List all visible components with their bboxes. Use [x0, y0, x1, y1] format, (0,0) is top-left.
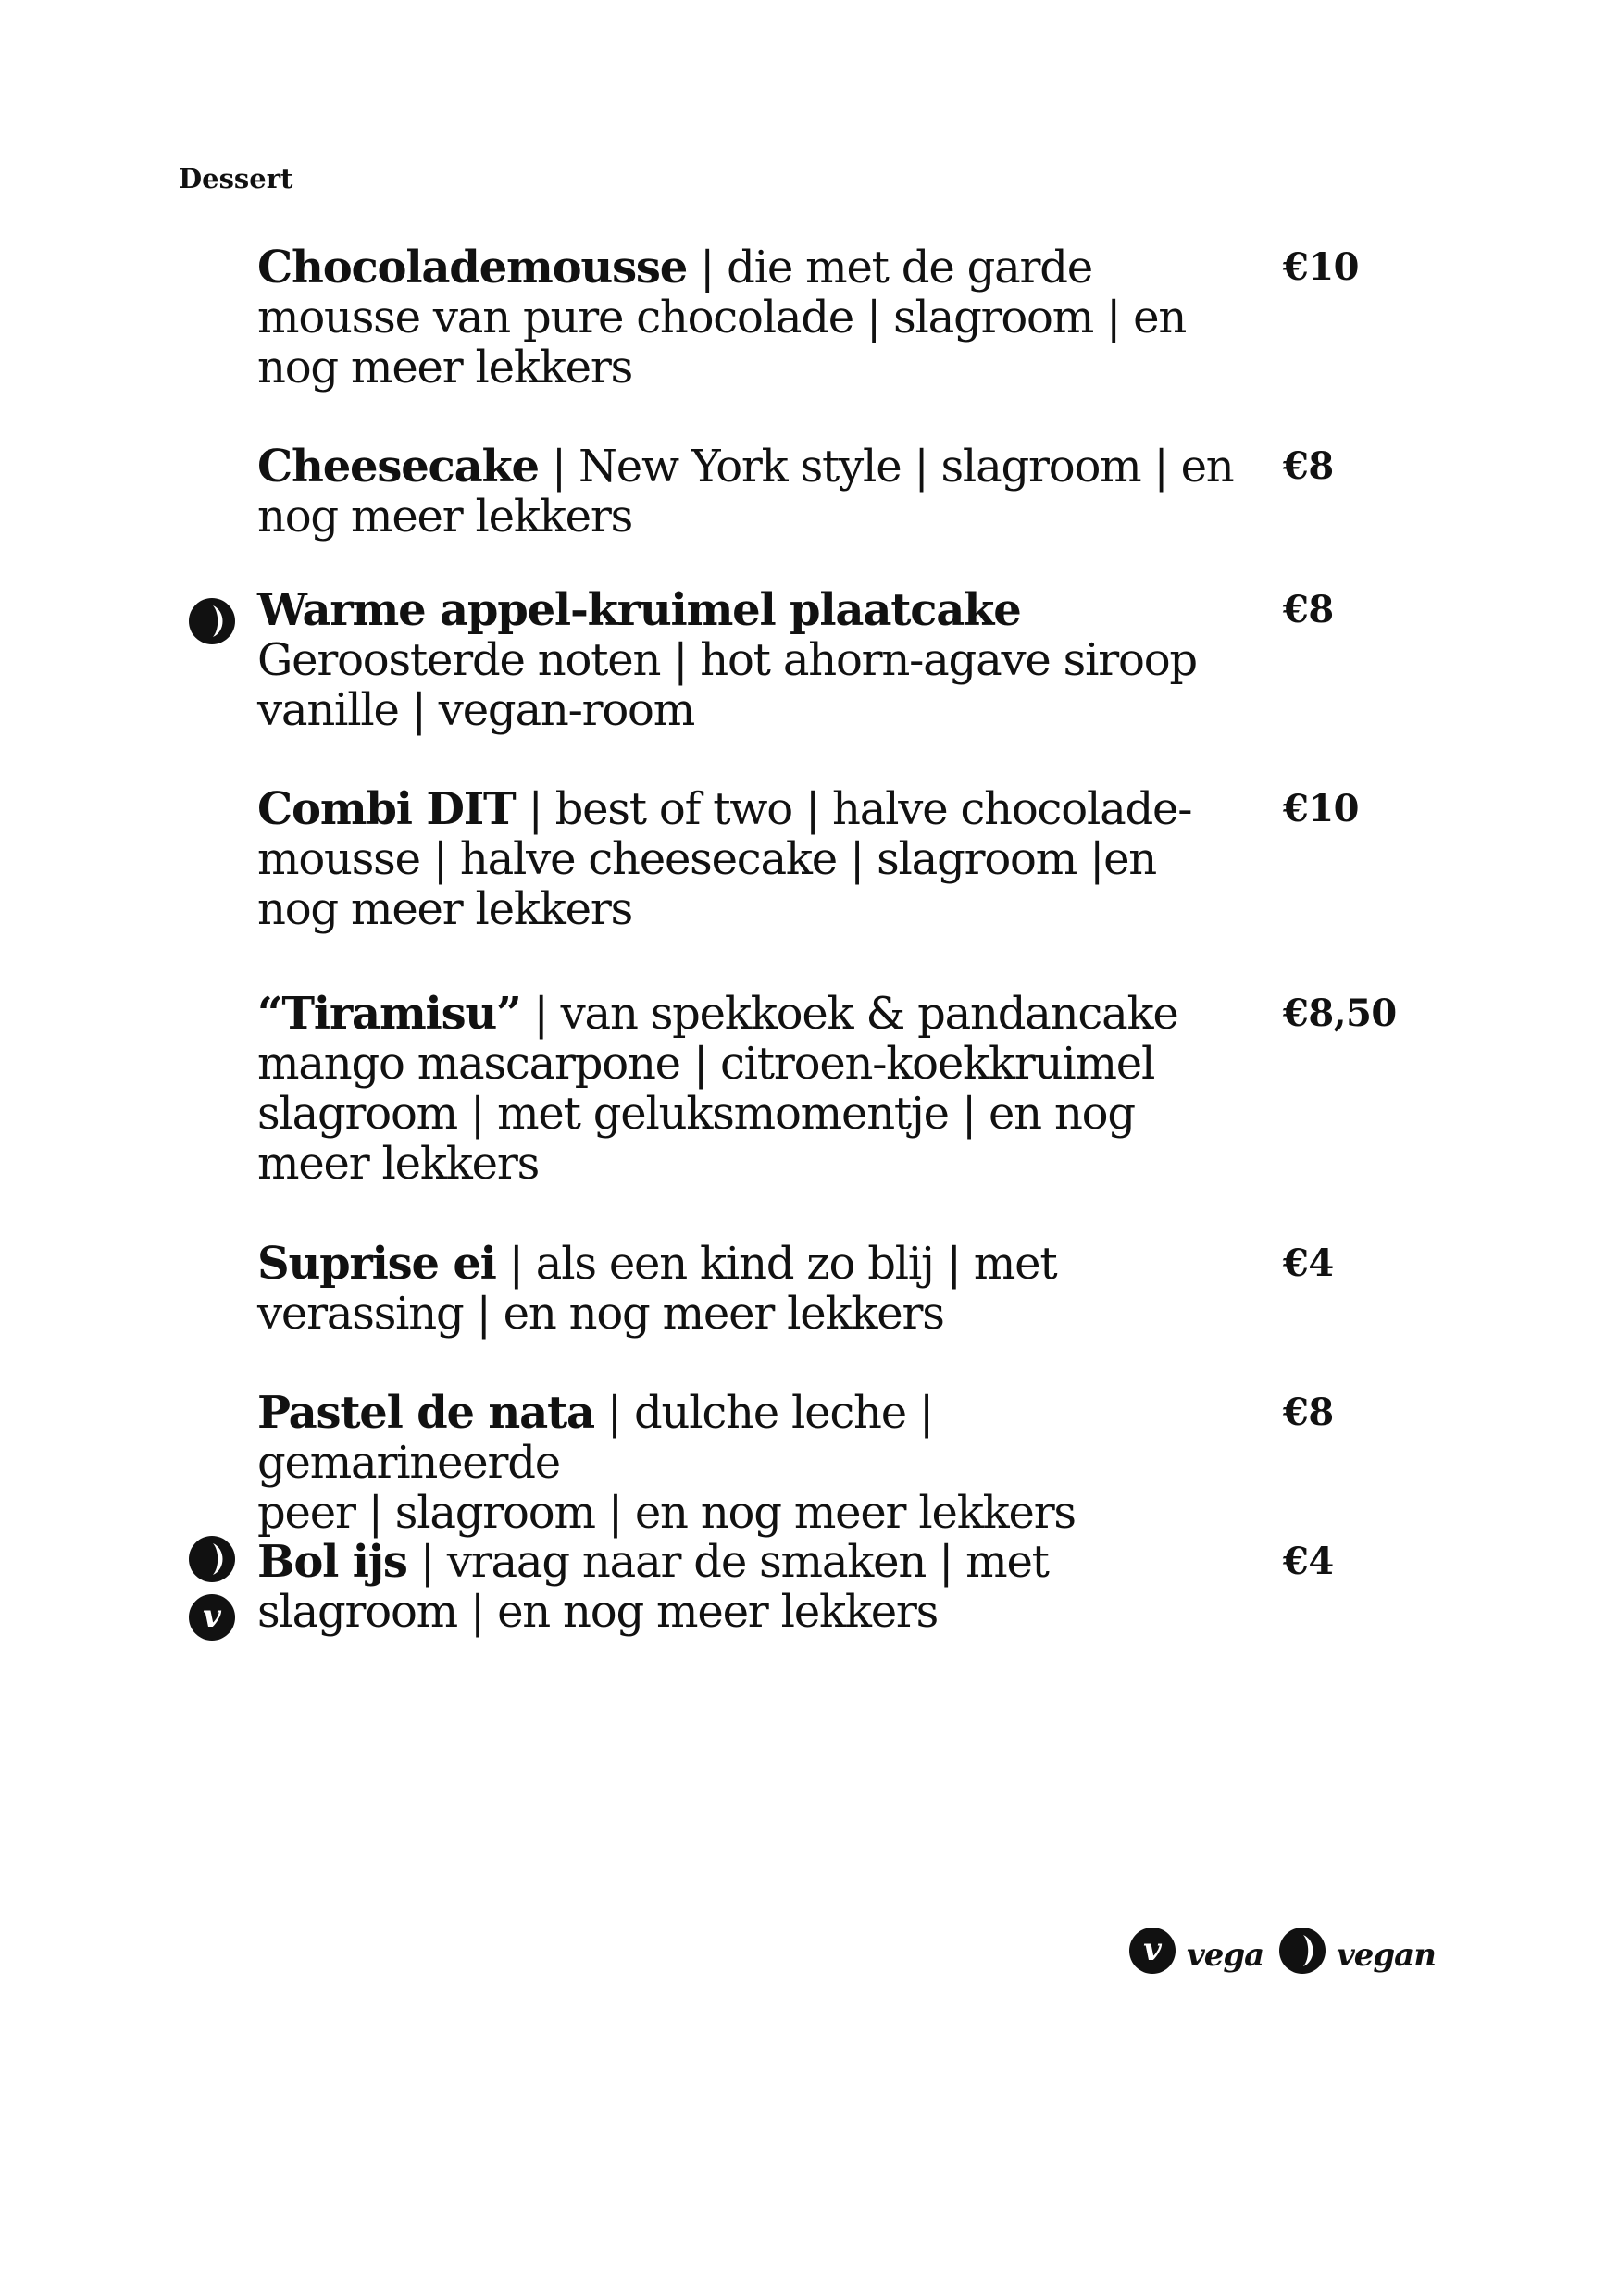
item-details: | dulche leche | gemarineerde peer | slagroom | en nog meer lekkers — [257, 1387, 1076, 1539]
item-name: “Tiramisu” — [257, 988, 521, 1040]
diet-legend — [1129, 1924, 1462, 1989]
vega-v-icon: v — [189, 1594, 235, 1641]
menu-item-warme-appel-kruimel-plaatcake — [257, 584, 1334, 736]
vegan-leaf-icon — [1279, 1928, 1326, 1974]
item-name: Bol ijs — [257, 1536, 407, 1588]
item-description — [257, 784, 1248, 934]
item-description — [257, 585, 1248, 735]
item-price: €8 — [1283, 1391, 1334, 1434]
item-details: | die met de garde mousse van pure chocolade | slagroom | en nog meer lekkers — [257, 242, 1187, 393]
item-description — [257, 243, 1248, 393]
item-price: €10 — [1283, 787, 1359, 830]
item-description — [257, 1537, 1248, 1637]
item-details: Geroosterde noten | hot ahorn-agave siroop vanille | vegan-room — [257, 634, 1197, 736]
item-name: Suprise ei — [257, 1238, 496, 1290]
item-name: Cheesecake — [257, 441, 539, 493]
item-details: | vraag naar de smaken | met slagroom | en nog meer lekkers — [257, 1536, 1049, 1638]
item-price: €10 — [1283, 245, 1359, 289]
vegan-label: vegan — [1337, 1937, 1436, 1974]
menu-item-chocolademousse — [257, 242, 1359, 393]
item-name: Warme appel-kruimel plaatcake — [257, 584, 1021, 636]
item-description — [257, 1239, 1248, 1339]
item-details: | best of two | halve chocolade- mousse | halve cheesecake | slagroom |en nog meer lekkers — [257, 783, 1192, 935]
item-price: €8 — [1283, 444, 1334, 488]
section-title: Dessert — [179, 163, 293, 194]
item-description — [257, 989, 1248, 1189]
item-details: | New York style | slagroom | en nog meer lekkers — [257, 441, 1234, 543]
vegan-leaf-icon — [189, 1536, 235, 1582]
item-details: | als een kind zo blij | met verassing | en nog meer lekkers — [257, 1238, 1057, 1340]
item-name: Pastel de nata — [257, 1387, 594, 1439]
menu-item-combi-dit — [257, 783, 1359, 935]
menu-item-pastel-de-nata — [257, 1387, 1334, 1539]
item-name: Combi DIT — [257, 783, 516, 835]
menu-item-suprise-ei — [257, 1238, 1334, 1340]
item-name: Chocolademousse — [257, 242, 688, 293]
vega-v-icon: v — [1129, 1928, 1176, 1974]
item-price: €8 — [1283, 588, 1334, 631]
vega-label: vega — [1187, 1937, 1264, 1974]
vegan-leaf-icon — [189, 598, 235, 644]
menu-item-bol-ijs — [257, 1536, 1334, 1638]
item-details: | van spekkoek & pandancake mango mascarpone | citroen-koekkruimel slagroom | met geluksmomentje | en nog meer lekkers — [257, 988, 1178, 1190]
item-description — [257, 1388, 1248, 1538]
item-description — [257, 442, 1248, 542]
item-price: €8,50 — [1283, 992, 1397, 1035]
item-price: €4 — [1283, 1540, 1334, 1583]
menu-item-tiramisu — [257, 988, 1397, 1190]
item-price: €4 — [1283, 1242, 1334, 1285]
menu-item-cheesecake — [257, 441, 1334, 543]
